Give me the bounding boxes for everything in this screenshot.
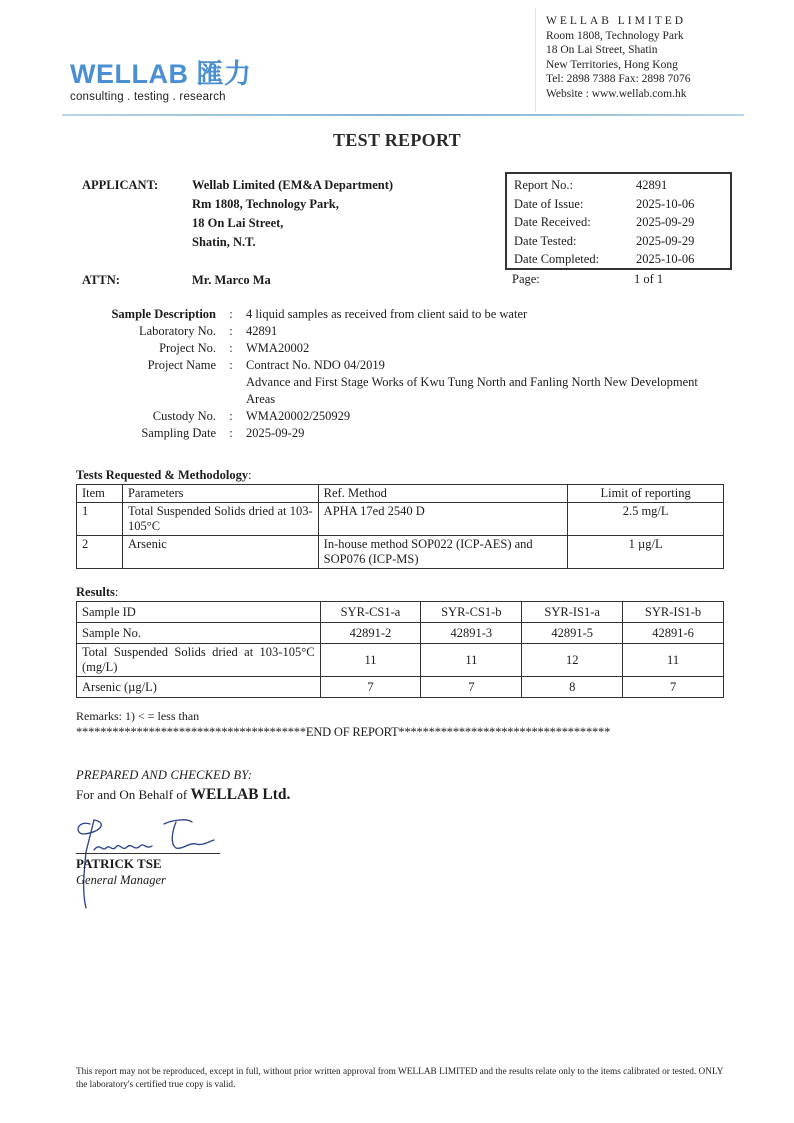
sample-row: [84, 340, 726, 357]
colon: :: [229, 341, 233, 355]
results-table: [76, 601, 724, 698]
report-info-label: Report No.:: [514, 178, 574, 192]
on-behalf-line: [76, 786, 290, 804]
signature-line: [76, 853, 220, 854]
tss-value: 12: [522, 644, 623, 677]
colon: :: [229, 324, 233, 338]
project-number: WMA20002: [246, 341, 310, 355]
table-row: [77, 536, 724, 569]
logo-wordmark: WELLAB 匯力: [70, 59, 252, 89]
date-tested: 2025-09-29: [636, 233, 695, 248]
sample-id: SYR-CS1-a: [320, 602, 421, 623]
sample-number: 42891-3: [421, 623, 522, 644]
sample-label: Custody No.: [152, 409, 216, 423]
logo-tagline: consulting . testing . research: [70, 91, 226, 103]
item-number: 2: [77, 536, 123, 569]
report-info-row: [514, 232, 723, 251]
signer-title: General Manager: [76, 873, 166, 887]
report-info-row: [514, 176, 723, 195]
column-header-parameters: Parameters: [122, 485, 318, 503]
results-heading-text: Results: [76, 585, 115, 599]
report-info-label: Date of Issue:: [514, 196, 584, 211]
tests-table: [76, 484, 724, 569]
sample-label: Project Name: [147, 358, 216, 372]
report-info-label: Date Received:: [514, 215, 591, 229]
arsenic-value: 7: [623, 677, 724, 698]
item-number: 1: [77, 503, 123, 536]
page-label: Page:: [512, 272, 540, 286]
sample-id: SYR-CS1-b: [421, 602, 522, 623]
project-name-continued: Advance and First Stage Works of Kwu Tung North and Fanling North New Development Areas: [246, 375, 698, 406]
page-value: 1 of 1: [634, 272, 664, 286]
applicant-label: APPLICANT:: [82, 178, 159, 192]
laboratory-number: 42891: [246, 324, 278, 338]
tss-value: 11: [623, 644, 724, 677]
row-label: Sample ID: [77, 602, 321, 623]
sample-row: [84, 306, 726, 323]
colon: :: [229, 409, 233, 423]
sampling-date: 2025-09-29: [246, 426, 305, 440]
address-line: New Territories, Hong Kong: [546, 58, 678, 71]
sample-row: [84, 323, 726, 340]
table-row: [77, 602, 724, 623]
sample-label: Project No.: [159, 341, 216, 355]
address-line: 18 On Lai Street, Shatin: [546, 44, 658, 57]
row-label: Total Suspended Solids dried at 103-105°C (mg/L): [77, 644, 321, 677]
project-name: Contract No. NDO 04/2019: [246, 358, 385, 372]
sample-id: SYR-IS1-b: [623, 602, 724, 623]
prepared-by-label: PREPARED AND CHECKED BY:: [76, 768, 253, 782]
sample-label: Laboratory No.: [138, 324, 216, 338]
end-of-report-marker: **************************************END OF REPORT***********************************: [76, 725, 611, 739]
row-label: Arsenic (µg/L): [77, 677, 321, 698]
parameter-name: Arsenic: [122, 536, 318, 569]
applicant-line: Rm 1808, Technology Park,: [192, 197, 339, 211]
arsenic-value: 7: [421, 677, 522, 698]
footer-disclaimer: This report may not be reproduced, except in full, without prior written approval from WELLAB LIMITED and the results relate only to the items calibrated or tested. ONLY the laboratory's certified true copy is valid.: [76, 1067, 724, 1090]
colon: :: [114, 585, 119, 599]
sample-number: 42891-6: [623, 623, 724, 644]
attn-label: ATTN:: [82, 273, 120, 287]
behalf-prefix: For and On Behalf of: [76, 787, 191, 802]
date-completed: 2025-10-06: [636, 252, 695, 266]
remarks: Remarks: 1) < = less than: [76, 709, 200, 723]
attn-value: Mr. Marco Ma: [192, 273, 271, 287]
report-info-box: [505, 172, 732, 270]
report-info-label: Date Completed:: [514, 252, 600, 266]
colon: :: [229, 426, 233, 440]
sample-description: 4 liquid samples as received from client said to be water: [246, 307, 528, 321]
sample-label: Sample Description: [111, 307, 216, 321]
tests-heading-text: Tests Requested & Methodology: [76, 468, 249, 482]
custody-number: WMA20002/250929: [246, 409, 351, 423]
table-row: [77, 623, 724, 644]
colon: :: [229, 358, 233, 372]
address-line: Room 1808, Technology Park: [546, 29, 684, 42]
table-row: [77, 644, 724, 677]
sample-number: 42891-5: [522, 623, 623, 644]
sample-label: [84, 374, 216, 408]
attn-block: [82, 273, 271, 288]
arsenic-value: 8: [522, 677, 623, 698]
ref-method: APHA 17ed 2540 D: [318, 503, 568, 536]
parameter-name: Total Suspended Solids dried at 103-105°C: [122, 503, 318, 536]
sample-label: Sampling Date: [141, 426, 216, 440]
sample-row: [84, 425, 726, 442]
applicant-line: Shatin, N.T.: [192, 235, 256, 249]
sample-number: 42891-2: [320, 623, 421, 644]
page-indicator: [512, 272, 663, 287]
table-row: [77, 677, 724, 698]
table-header-row: [77, 485, 724, 503]
company-address-block: [546, 14, 691, 102]
date-received: 2025-09-29: [636, 215, 695, 229]
column-header-item: Item: [77, 485, 123, 503]
tss-value: 11: [421, 644, 522, 677]
behalf-company: WELLAB Ltd.: [190, 786, 291, 803]
date-of-issue: 2025-10-06: [636, 196, 695, 211]
company-name: WELLAB LIMITED: [546, 15, 687, 27]
report-info-row: [514, 195, 723, 214]
colon: :: [229, 307, 233, 321]
sample-description-block: [84, 306, 726, 442]
table-row: [77, 503, 724, 536]
reporting-limit: 2.5 mg/L: [568, 503, 724, 536]
sample-row: [84, 408, 726, 425]
report-info-label: Date Tested:: [514, 233, 577, 248]
tests-section-heading: [76, 468, 252, 483]
row-label: Sample No.: [77, 623, 321, 644]
page-title: TEST REPORT: [333, 130, 461, 150]
report-info-row: [514, 213, 723, 232]
company-logo: [70, 60, 251, 103]
header-divider-vertical: [535, 8, 536, 112]
colon-spacer: [216, 374, 246, 408]
column-header-limit: Limit of reporting: [568, 485, 724, 503]
colon: :: [248, 468, 252, 482]
ref-method: In-house method SOP022 (ICP-AES) and SOP076 (ICP-MS): [318, 536, 568, 569]
report-info-row: [514, 250, 723, 269]
website: Website : www.wellab.com.hk: [546, 87, 687, 100]
sample-id: SYR-IS1-a: [522, 602, 623, 623]
applicant-line: Wellab Limited (EM&A Department): [192, 178, 394, 192]
arsenic-value: 7: [320, 677, 421, 698]
applicant-line: 18 On Lai Street,: [192, 216, 284, 230]
header-rule: [62, 114, 744, 116]
tss-value: 11: [320, 644, 421, 677]
column-header-method: Ref. Method: [318, 485, 568, 503]
reporting-limit: 1 µg/L: [568, 536, 724, 569]
tel-fax: Tel: 2898 7388 Fax: 2898 7076: [546, 73, 691, 86]
report-number: 42891: [636, 178, 668, 192]
results-section-heading: [76, 585, 118, 600]
signer-name: PATRICK TSE: [76, 856, 162, 871]
sample-row: [84, 357, 726, 374]
sample-row: [84, 374, 726, 408]
